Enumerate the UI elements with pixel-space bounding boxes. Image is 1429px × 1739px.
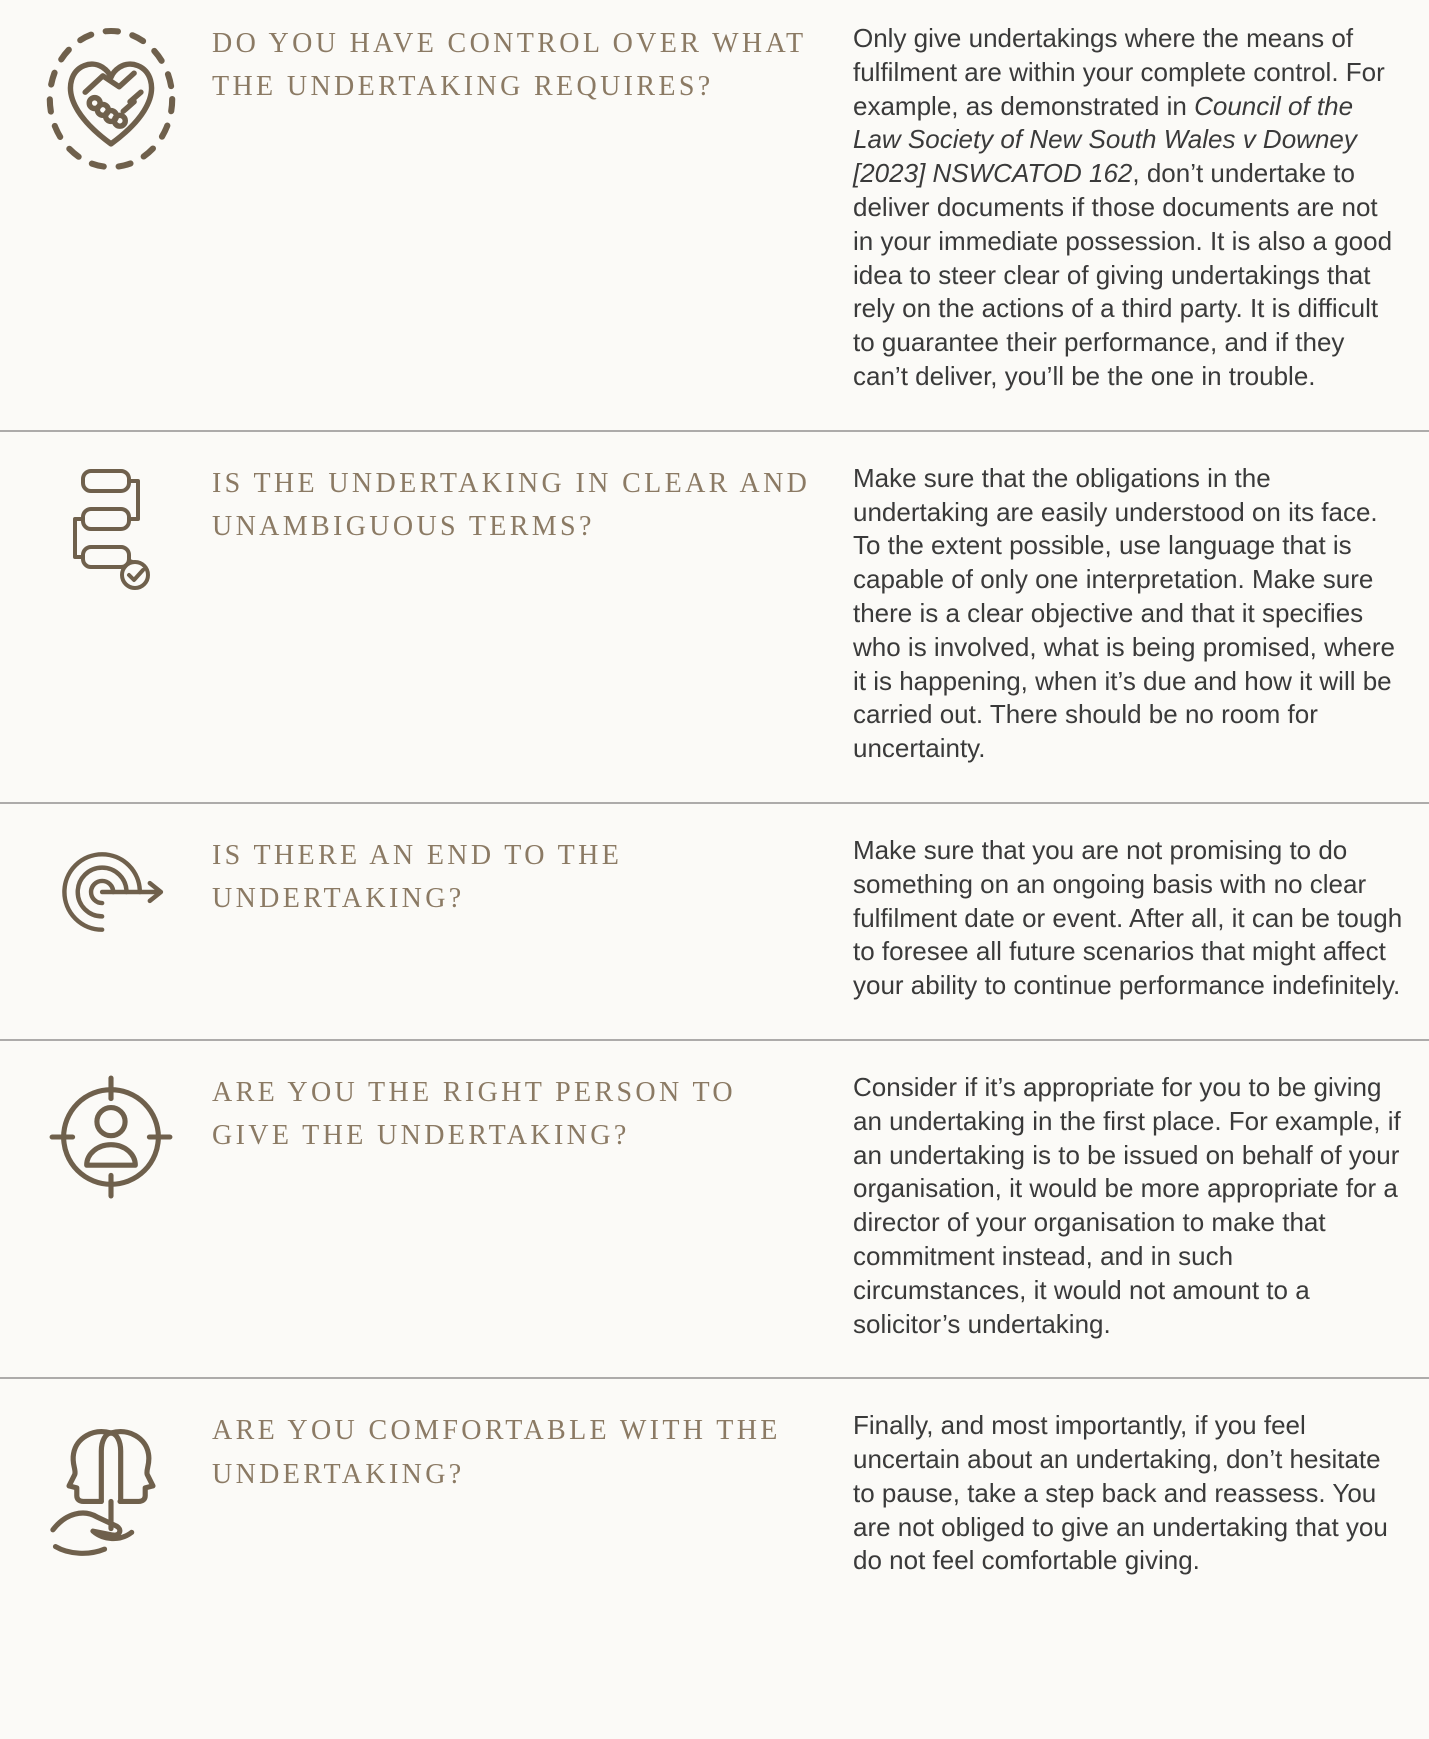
section-row	[0, 0, 1429, 430]
checklist-flow-icon	[71, 464, 151, 596]
section-row	[0, 1377, 1429, 1614]
section-heading: IS THERE AN END TO THE UNDERTAKING?	[212, 839, 623, 915]
section-body	[853, 1409, 1405, 1578]
section-heading: ARE YOU THE RIGHT PERSON TO GIVE THE UNDERTAKING?	[212, 1076, 736, 1152]
icon-cell	[40, 22, 182, 174]
body-segment: Only give undertakings where the means of fulfilment are within your complete control. For example, as demonstrated in	[853, 23, 1385, 121]
body-segment: , don’t undertake to deliver documents if those documents are not in your immediate possession. It is also a good idea to steer clear of giving undertakings that rely on the actions of a third party. It is difficult to guarantee their performance, and if they can’t deliver, you’ll be the one in trouble.	[853, 158, 1393, 391]
section-body	[853, 834, 1405, 1003]
target-arrow-icon	[50, 836, 172, 948]
icon-cell	[40, 834, 182, 948]
section-body	[853, 1071, 1405, 1341]
section-heading: ARE YOU COMFORTABLE WITH THE UNDERTAKING?	[212, 1415, 781, 1490]
heads-hand-icon	[40, 1411, 182, 1566]
person-target-icon	[47, 1073, 175, 1201]
section-heading: DO YOU HAVE CONTROL OVER WHAT THE UNDERTAKING REQUIRES?	[212, 28, 806, 103]
section-row	[0, 430, 1429, 802]
body-segment: Make sure that you are not promising to do something on an ongoing basis with no clear fulfilment date or event. After all, it can be tough to foresee all future scenarios that might affect your ability to continue performance indefinitely.	[853, 834, 1403, 1001]
icon-cell	[40, 462, 182, 596]
icon-cell	[40, 1071, 182, 1201]
body-segment: Consider if it’s appropriate for you to be giving an undertaking in the first place. For example, if an undertaking is to be issued on behalf of your organisation, it would be more appropriate for a director of your organisation to make that commitment instead, and in such circumstances, it would not amount to a solicitor’s undertaking.	[853, 1071, 1401, 1339]
section-row	[0, 1039, 1429, 1377]
icon-cell	[40, 1409, 182, 1566]
section-row	[0, 802, 1429, 1039]
handshake-heart-icon	[43, 24, 179, 174]
body-segment: Make sure that the obligations in the undertaking are easily understood on its face. To the extent possible, use language that is capable of only one interpretation. Make sure there is a clear objective and that it specifies who is involved, what is being promised, where it is happening, when it’s due and how it will be carried out. There should be no room for uncertainty.	[853, 462, 1395, 764]
body-segment: Finally, and most importantly, if you feel uncertain about an undertaking, don’t hesitate to pause, take a step back and reassess. You are not obliged to give an undertaking that you do not feel comfortable giving.	[853, 1410, 1388, 1576]
case-citation: Council of the Law Society of New South Wales v Downey [2023] NSWCATOD 162	[853, 90, 1357, 189]
section-body	[853, 22, 1405, 394]
section-body	[853, 462, 1405, 766]
section-heading: IS THE UNDERTAKING IN CLEAR AND UNAMBIGUOUS TERMS?	[212, 467, 811, 543]
